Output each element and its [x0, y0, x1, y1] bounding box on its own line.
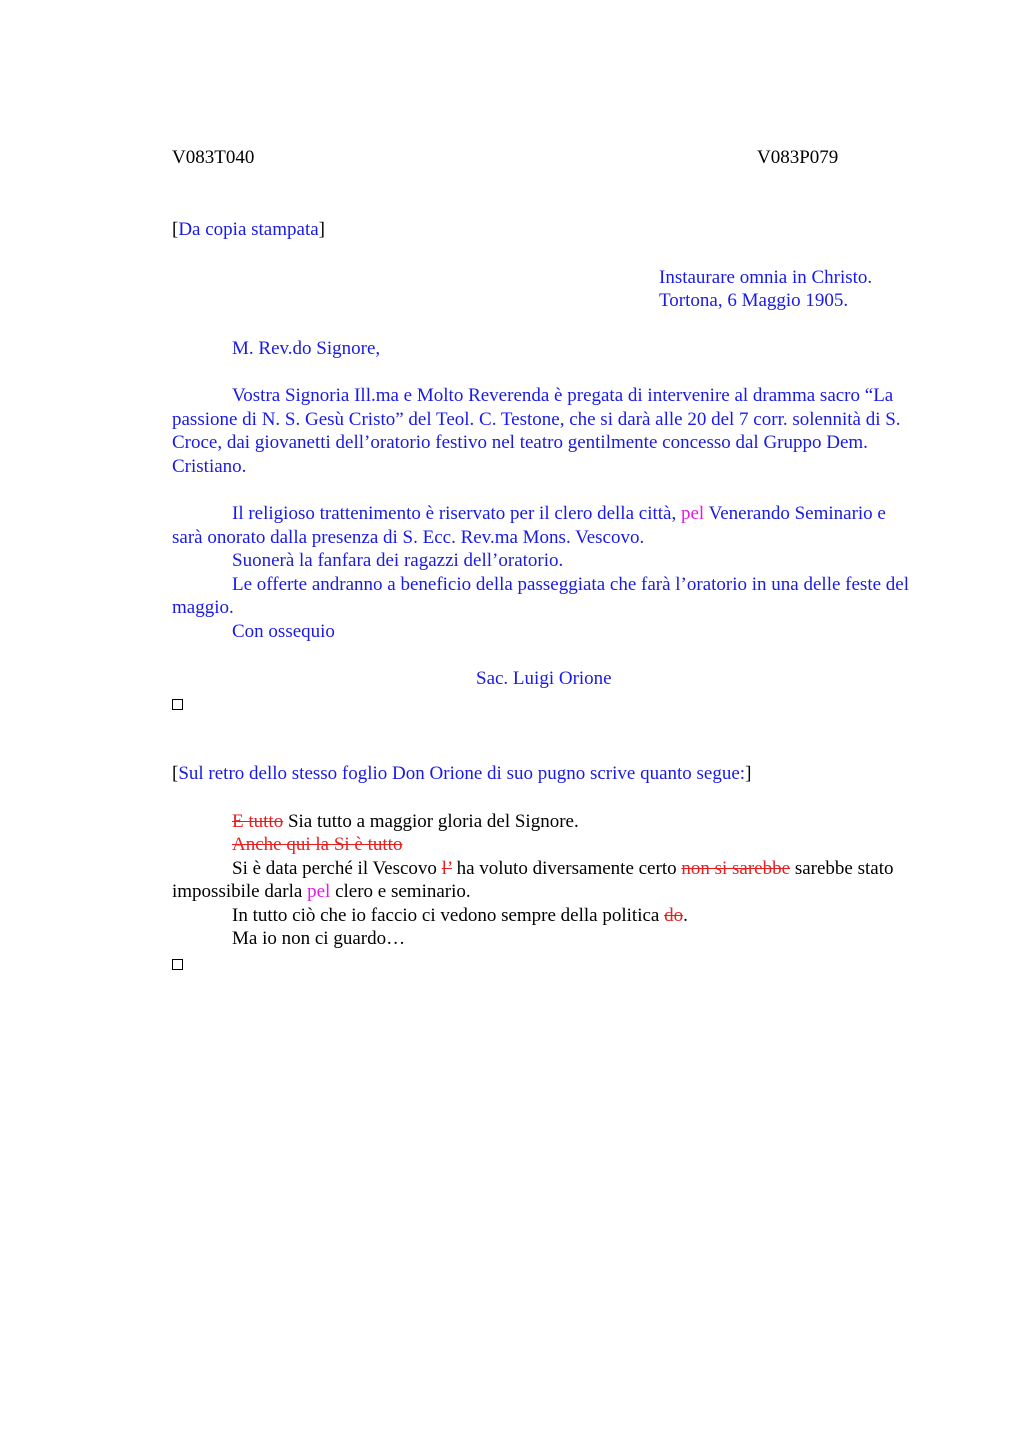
retro-note: [Sul retro dello stesso foglio Don Orione di suo pugno scrive quanto segue:]: [172, 763, 752, 784]
box-marker-icon: [172, 699, 183, 710]
paragraph-fanfara: Suonerà la fanfara dei ragazzi dell’oratorio.: [232, 550, 564, 571]
code-left: V083T040: [172, 147, 255, 168]
deleted-text: do: [664, 904, 684, 926]
paragraph-reserved: Il religioso trattenimento è riservato per il clero della città, pel Venerando Seminario e sarà onorato dalla presenza di S. Ecc. Rev.ma Mons. Vescovo.: [172, 503, 886, 548]
box-marker-icon: [172, 959, 183, 970]
retro-line-1: E tutto Sia tutto a maggior gloria del Signore.: [232, 810, 579, 832]
signature: Sac. Luigi Orione: [476, 668, 612, 689]
deleted-text: l’: [441, 857, 452, 879]
page-content: [172, 146, 920, 974]
salutation: M. Rev.do Signore,: [232, 337, 381, 359]
date-line: Tortona, 6 Maggio 1905.: [659, 290, 849, 311]
paragraph-invitation: Vostra Signoria Ill.ma e Molto Reverenda è pregata di intervenire al dramma sacro “La passione di N. S. Gesù Cristo” del Teol. C. Testone, che si darà alle 20 del 7 corr. solennità di S. Croce, dai giovanetti dell’oratorio festivo nel teatro gentilmente concesso dal Gruppo Dem. Cristiano.: [172, 385, 901, 477]
end-marker-1: [172, 691, 920, 715]
end-marker-2: [172, 951, 920, 975]
highlight-pel: pel: [307, 881, 331, 902]
closing: Con ossequio: [232, 620, 335, 642]
retro-line-4: In tutto ciò che io faccio ci vedono sempre della politica do.: [232, 904, 688, 926]
paragraph-offerte: Le offerte andranno a beneficio della passeggiata che farà l’oratorio in una delle feste del maggio.: [172, 573, 909, 618]
document-header: [172, 146, 920, 170]
motto-line: Instaurare omnia in Christo.: [659, 266, 873, 288]
deleted-text: Anche qui la Si è tutto: [232, 834, 403, 855]
code-right: V083P079: [757, 147, 839, 168]
retro-line-5: Ma io non ci guardo…: [232, 928, 406, 949]
deleted-text: E tutto: [232, 810, 284, 832]
deleted-text: non si sarebbe: [681, 857, 791, 879]
retro-line-2: [172, 833, 920, 857]
source-note: [Da copia stampata]: [172, 219, 325, 240]
highlight-pel: pel: [680, 503, 705, 524]
retro-line-3: Si è data perché il Vescovo l’ ha voluto diversamente certo non si sarebbe sarebbe stato impossibile darla pel clero e seminario.: [172, 857, 894, 902]
motto-block: [659, 266, 920, 313]
